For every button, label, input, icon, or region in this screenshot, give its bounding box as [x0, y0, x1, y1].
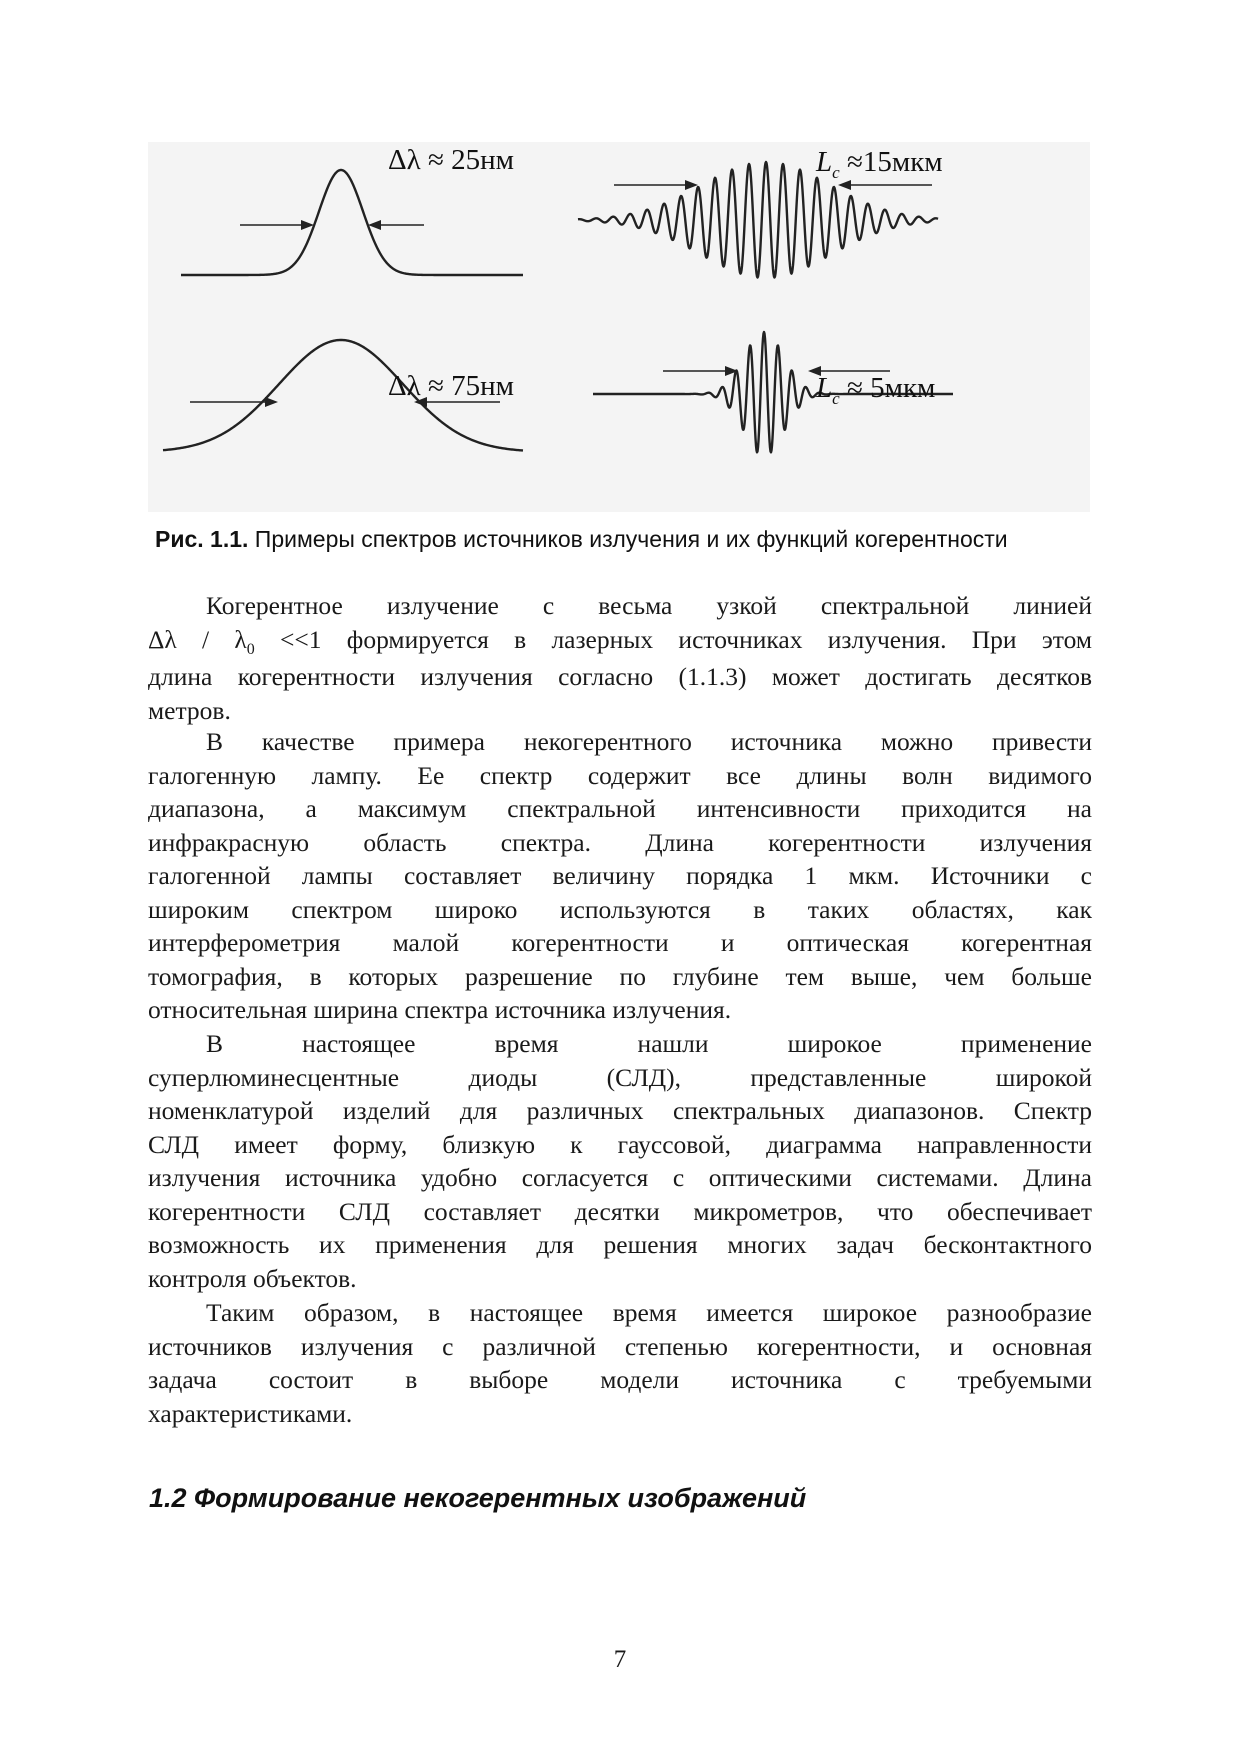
text-line: относительная ширина спектра источника излучения. — [148, 995, 732, 1024]
text-line: суперлюминесцентные диоды (СЛД), представленные широкой — [148, 1062, 1092, 1092]
paragraph-2 — [148, 725, 1092, 1027]
text-line: номенклатурой изделий для различных спектральных диапазонов. Спектр — [148, 1096, 1092, 1125]
label-narrow-spectrum: Δλ ≈ 25нм — [388, 144, 515, 176]
text-line: характеристиками. — [148, 1398, 353, 1428]
text-line: Когерентное излучение с весьма узкой спектральной линией — [206, 591, 1092, 620]
text-line: $\Delta\lambda / \lambda_0 <<1$ формируется в лазерных источниках излучения. При этом — [148, 624, 1092, 658]
narrow-spectrum-curve — [181, 170, 523, 275]
figure — [148, 142, 1090, 512]
text-line: когерентности СЛД составляет десятки микрометров, что обеспечивает — [148, 1196, 1092, 1226]
text-line: длина когерентности излучения согласно (1.1.3) может достигать десятков — [148, 662, 1092, 691]
text-line: контроля объектов. — [148, 1263, 357, 1293]
text-line: В качестве примера некогерентного источника можно привести — [206, 727, 1092, 756]
text-line: СЛД имеет форму, близкую к гауссовой, диаграмма направленности — [148, 1129, 1092, 1159]
text-line: задача состоит в выборе модели источника с требуемыми — [148, 1365, 1092, 1394]
paragraph-4 — [148, 1296, 1092, 1430]
text-line: галогенную лампу. Ее спектр содержит все длины волн видимого — [148, 760, 1092, 790]
arrow-long-left-head — [685, 180, 698, 190]
text-line: излучения источника удобно согласуется с оптическими системами. Длина — [148, 1163, 1092, 1192]
text-line: галогенной лампы составляет величину порядка 1 мкм. Источники с — [148, 861, 1092, 890]
label-long-coherence: $L_c \approx 15мкм$ — [816, 146, 943, 182]
text-line: интерферометрия малой когерентности и оптическая когерентная — [148, 928, 1092, 957]
label-wide-spectrum: Δλ ≈ 75нм — [388, 370, 515, 402]
text-line: возможность их применения для решения многих задач бесконтактного — [148, 1230, 1092, 1259]
text-line: диапазона, а максимум спектральной интенсивности приходится на — [148, 794, 1092, 823]
figure-plots — [148, 142, 1090, 512]
page-number: 7 — [613, 1646, 627, 1673]
text-line: Таким образом, в настоящее время имеется широкое разнообразие — [206, 1298, 1092, 1327]
text-line: томография, в которых разрешение по глубине тем выше, чем больше — [148, 961, 1092, 991]
paragraph-3 — [148, 1027, 1092, 1295]
text-line: метров. — [148, 695, 231, 725]
section-heading: 1.2 Формирование некогерентных изображений — [149, 1483, 807, 1513]
label-short-coherence: $L_c \approx 5мкм$ — [816, 372, 936, 408]
text-line: В настоящее время нашли широкое применение — [206, 1029, 1092, 1058]
paragraph-1 — [148, 589, 1092, 727]
text-line: широким спектром широко используются в таких областях, как — [148, 894, 1092, 924]
arrow-wide-left-head — [265, 397, 278, 407]
figure-caption: Рис. 1.1. Примеры спектров источников излучения и их функций когерентности — [155, 526, 1008, 552]
text-line: инфракрасную область спектра. Длина когерентности излучения — [148, 827, 1092, 857]
text-line: источников излучения с различной степенью когерентности, и основная — [148, 1331, 1092, 1361]
